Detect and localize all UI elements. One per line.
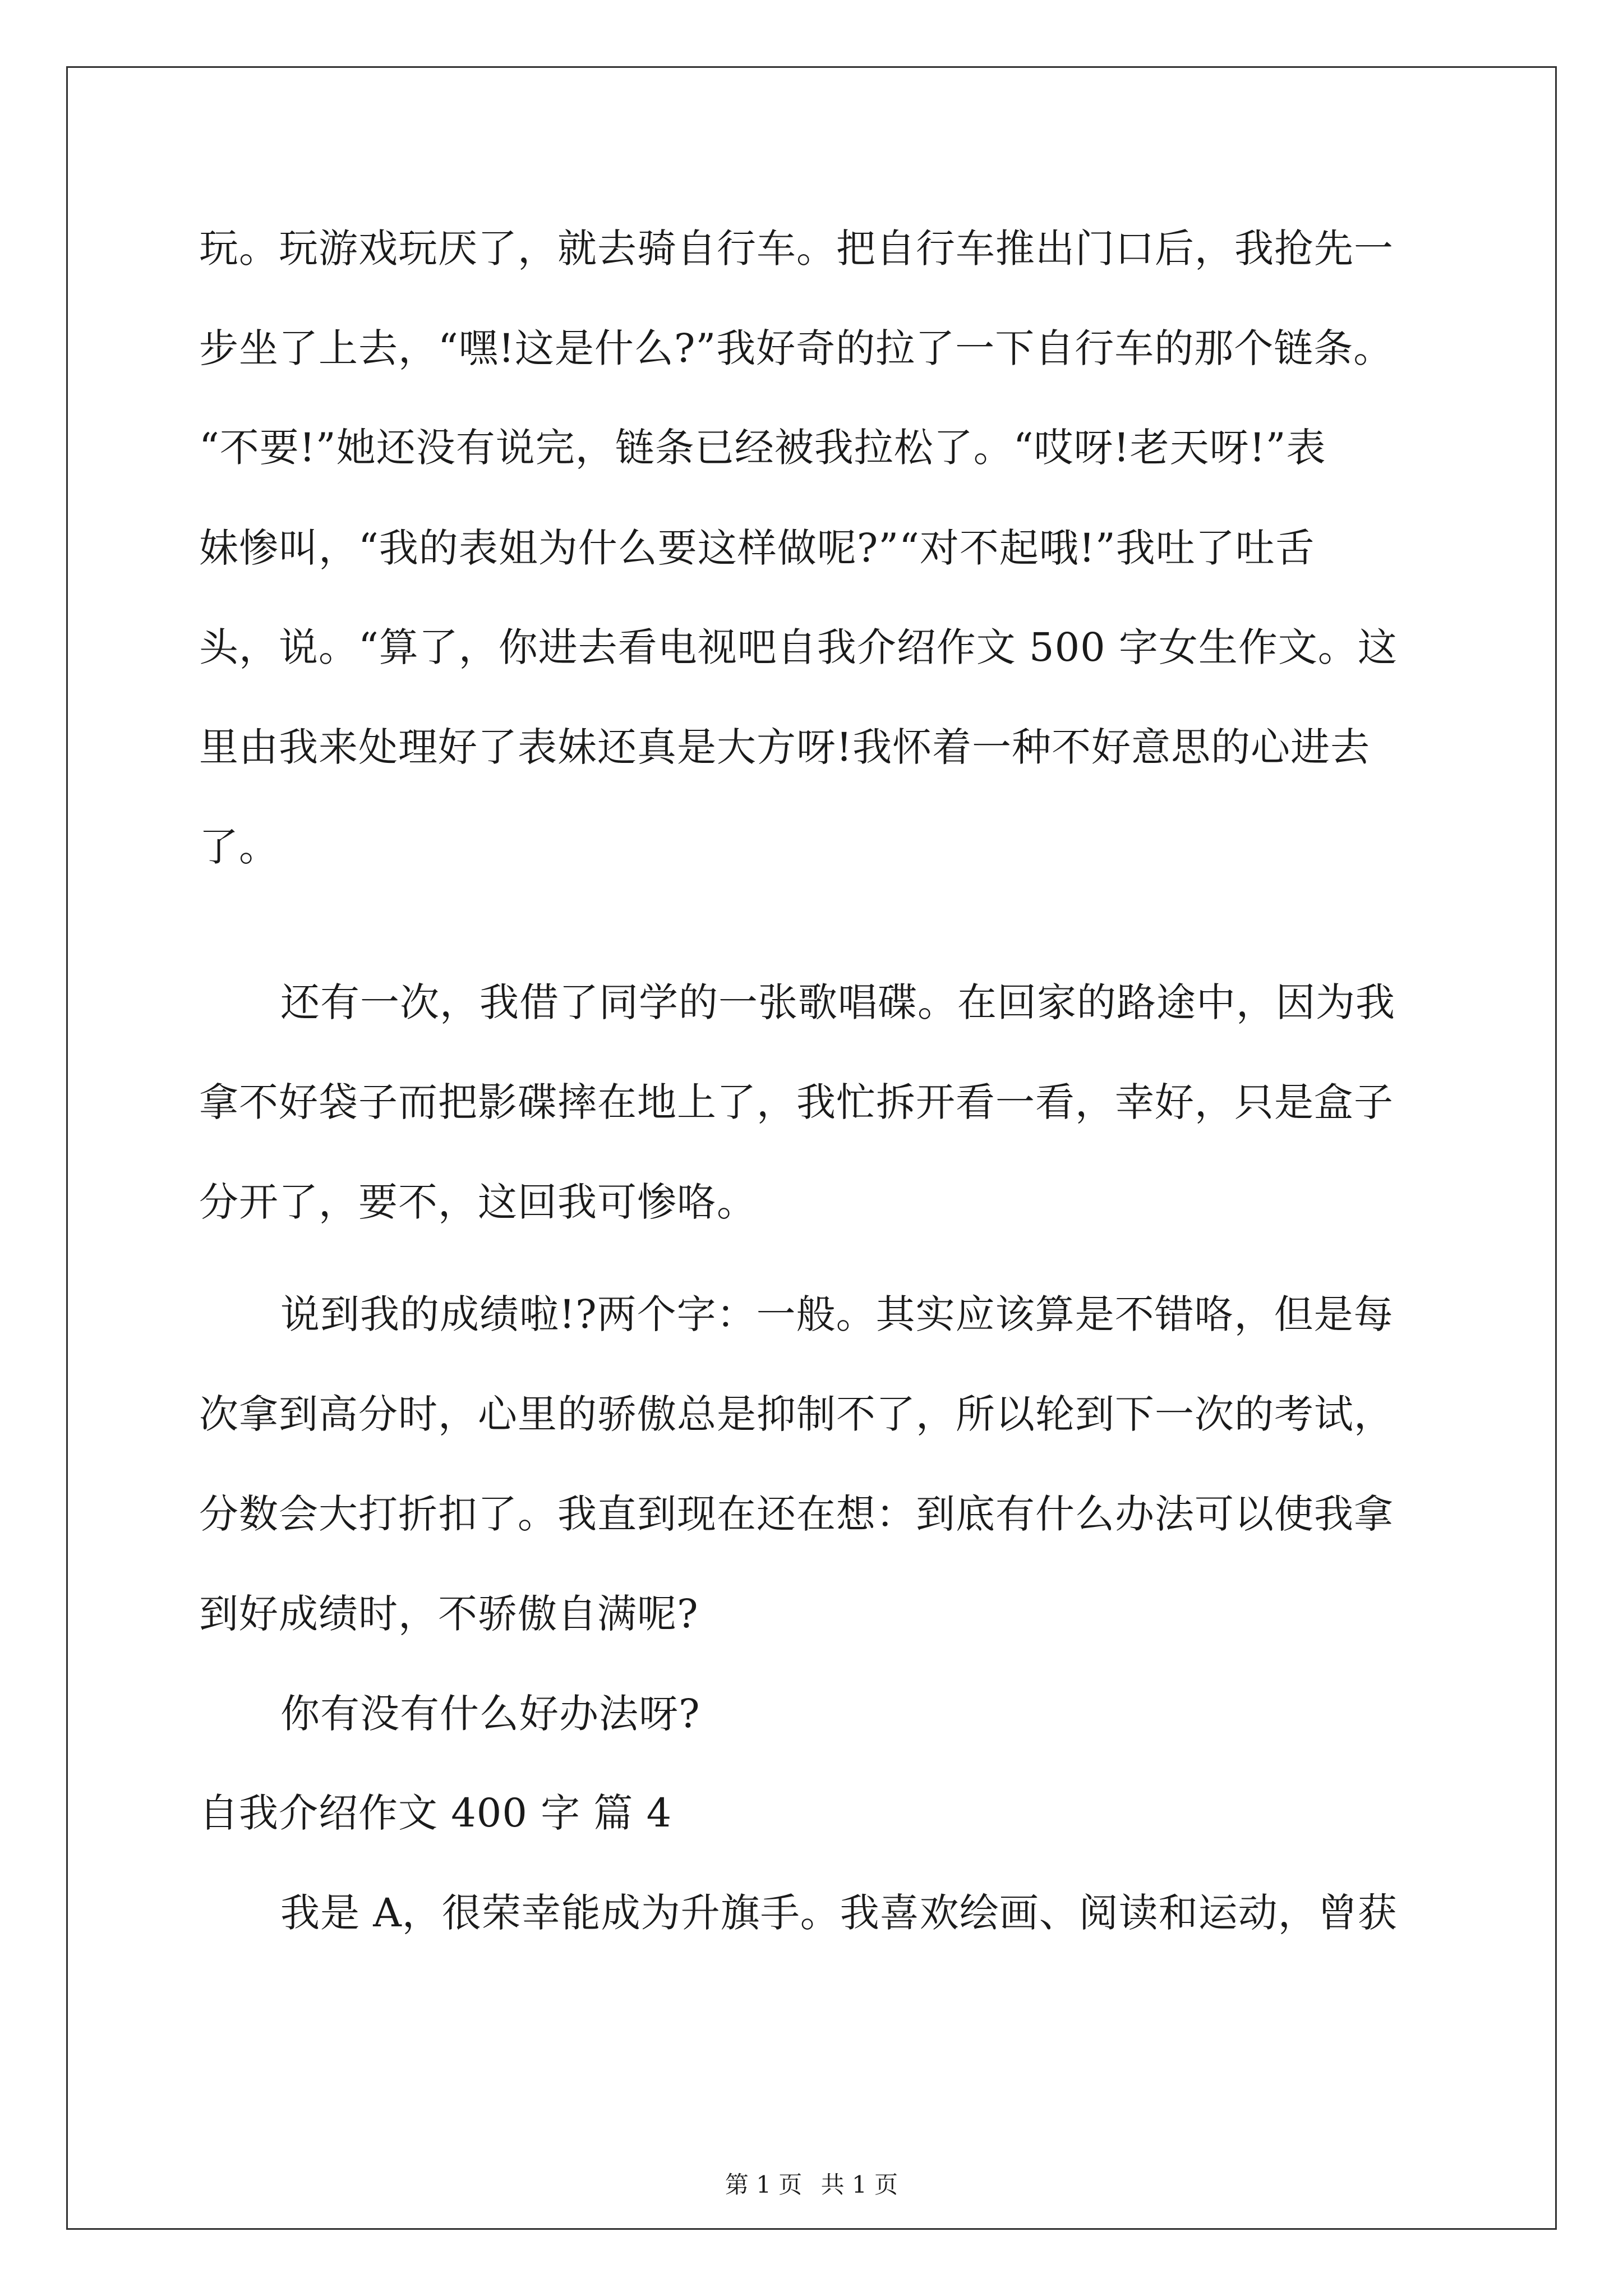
paragraph-line: 玩。玩游戏玩厌了，就去骑自行车。把自行车推出门口后，我抢先一 — [199, 226, 1394, 272]
paragraph-line: 我是 A，很荣幸能成为升旗手。我喜欢绘画、阅读和运动，曾获 — [280, 1890, 1398, 1936]
paragraph-line: 分开了，要不，这回我可惨咯。 — [199, 1179, 757, 1225]
section-heading: 自我介绍作文 400 字 篇 4 — [199, 1790, 672, 1836]
paragraph-line: 分数会大打折扣了。我直到现在还在想：到底有什么办法可以使我拿 — [199, 1491, 1394, 1537]
paragraph-line: 妹惨叫，“我的表姐为什么要这样做呢?”“对不起哦!”我吐了吐舌 — [199, 525, 1315, 571]
paragraph-line: 了。 — [199, 824, 279, 870]
paragraph-line: 到好成绩时，不骄傲自满呢? — [199, 1591, 699, 1637]
page-footer — [0, 2168, 1623, 2202]
paragraph-line: 你有没有什么好办法呀? — [280, 1691, 700, 1737]
paragraph-line: 次拿到高分时，心里的骄傲总是抑制不了，所以轮到下一次的考试， — [199, 1391, 1394, 1437]
paragraph-line: 里由我来处理好了表妹还真是大方呀!我怀着一种不好意思的心进去 — [199, 724, 1371, 770]
paragraph-line: 步坐了上去，“嘿!这是什么?”我好奇的拉了一下自行车的那个链条。 — [199, 325, 1394, 371]
paragraph-line: 说到我的成绩啦!?两个字：一般。其实应该算是不错咯，但是每 — [280, 1291, 1394, 1337]
paragraph-line: “不要!”她还没有说完，链条已经被我拉松了。“哎呀!老天呀!”表 — [199, 425, 1326, 471]
paragraph-line: 还有一次，我借了同学的一张歌唱碟。在回家的路途中，因为我 — [280, 979, 1395, 1025]
paragraph-line: 头，说。“算了，你进去看电视吧自我介绍作文 500 字女生作文。这 — [199, 624, 1398, 670]
page-total: 共 1 页 — [820, 2171, 898, 2198]
paragraph-line: 拿不好袋子而把影碟摔在地上了，我忙拆开看一看，幸好，只是盒子 — [199, 1079, 1394, 1125]
page-number: 第 1 页 — [725, 2171, 803, 2198]
